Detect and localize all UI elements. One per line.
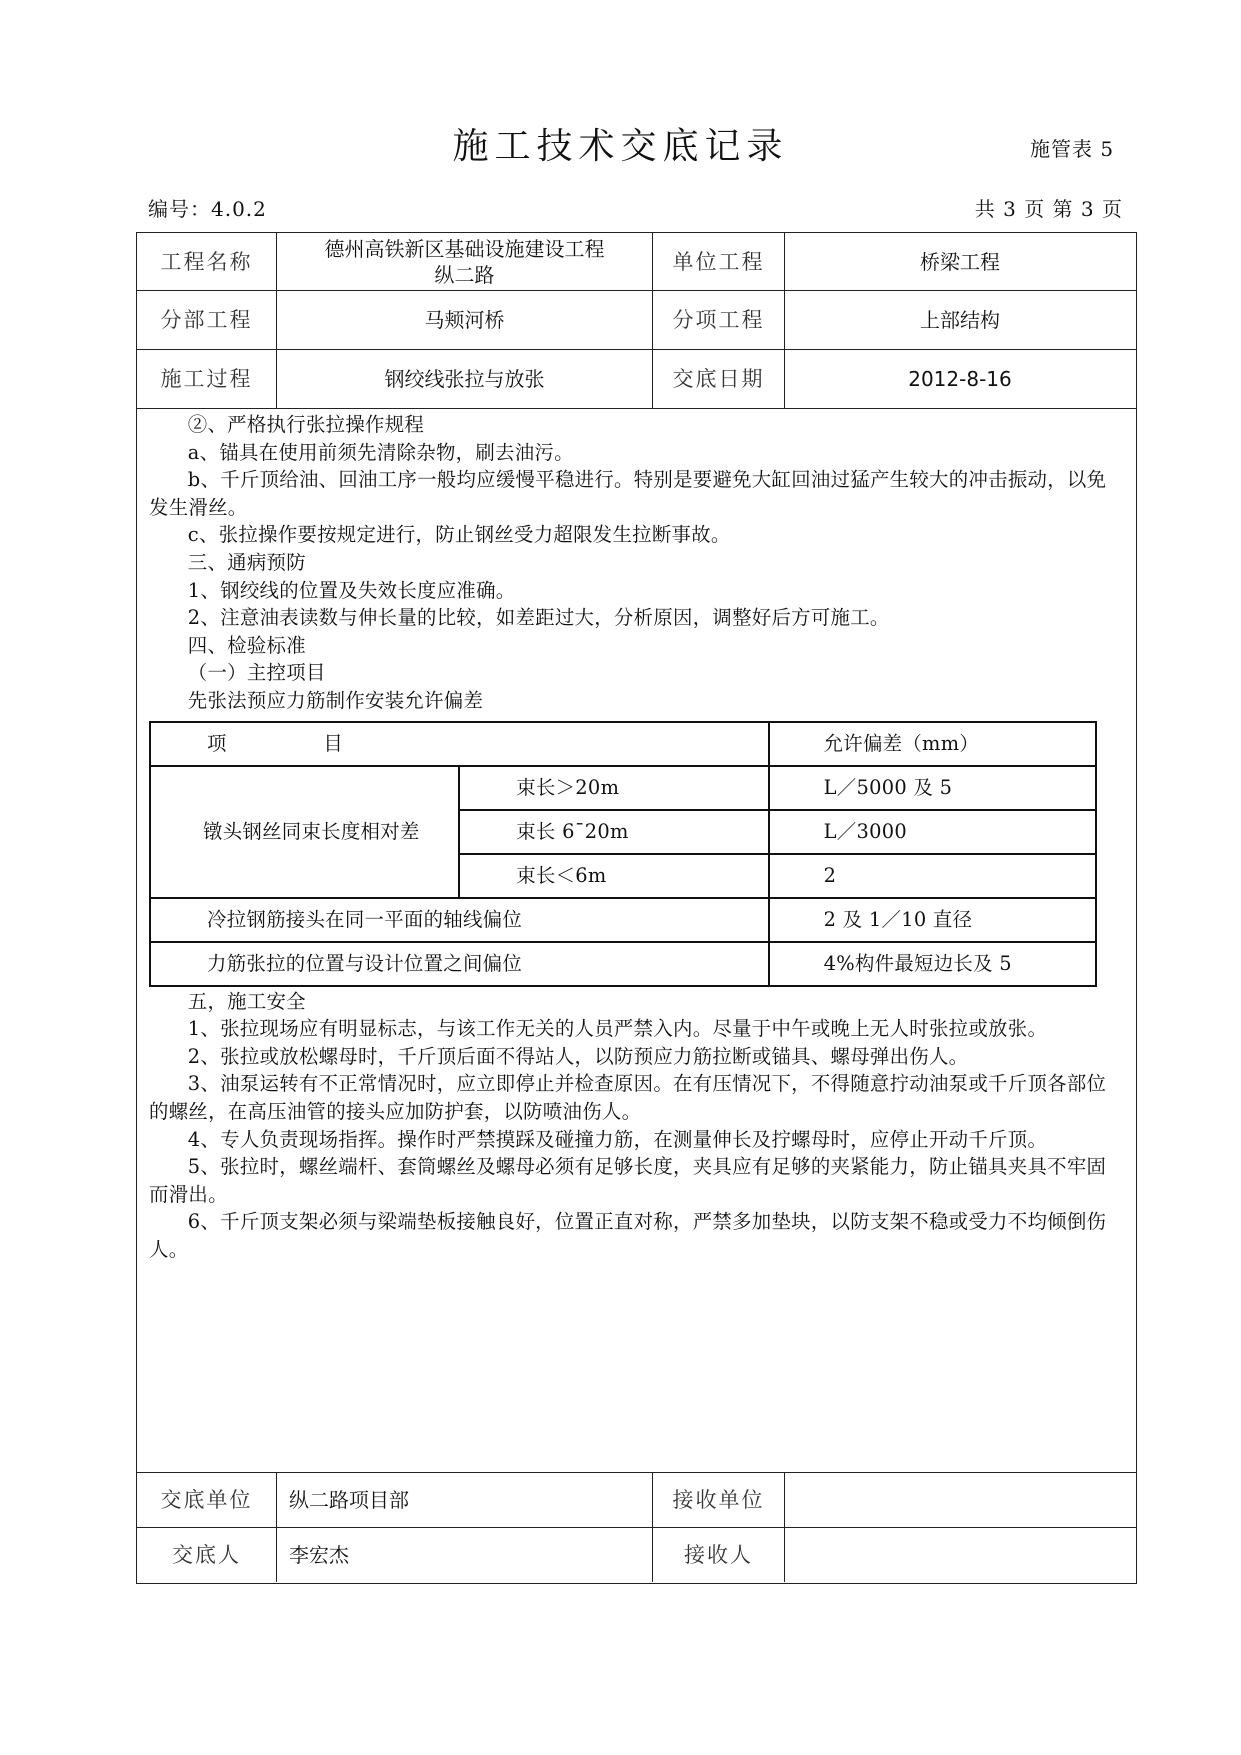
header-row-division [137,291,1136,350]
signature-row-units [137,1472,1136,1528]
project-name-line2: 纵二路 [434,262,495,287]
content-line: 2、注意油表读数与伸长量的比较，如差距过大，分析原因，调整好后方可施工。 [187,606,890,630]
table-header-row [150,722,1096,766]
process-label: 施工过程 [137,350,277,408]
table-cell-condition: 束长＜6m [459,854,768,898]
project-name-value [277,233,653,290]
table-cell-item: 力筋张拉的位置与设计位置之间偏位 [150,942,769,986]
unit-project-label: 单位工程 [653,233,785,290]
page-title: 施工技术交底记录 [452,126,789,167]
unit-project-value: 桥梁工程 [920,249,1000,274]
table-caption: 先张法预应力筋制作安装允许偏差 [187,688,484,712]
table-group-label: 镦头钢丝同束长度相对差 [150,766,459,898]
form-code: 施管表 5 [1030,137,1115,161]
table-header-tolerance: 允许偏差（mm） [769,722,1096,766]
table-header-item: 项 目 [150,722,769,766]
content-line: b、千斤顶给油、回油工序一般均应缓慢平稳进行。特别是要避免大缸回油过猛产生较大的冲击振动，以免发生滑丝。 [149,468,1107,519]
table-cell-tolerance: 2 及 1／10 直径 [769,898,1096,942]
content-line: a、锚具在使用前须先清除杂物，刷去油污。 [187,440,574,464]
content-line: 1、张拉现场应有明显标志，与该工作无关的人员严禁入内。尽量于中午或晚上无人时张拉或放张。 [187,1017,1048,1041]
subitem-label: 分项工程 [653,291,785,349]
project-name-label: 工程名称 [137,233,277,290]
table-cell-condition: 束长＞20m [459,766,768,810]
receiver-label: 接收人 [653,1528,785,1582]
date-value: 2012-8-16 [908,367,1012,391]
content-line: 6、千斤顶支架必须与梁端垫板接触良好，位置正直对称，严禁多加垫块，以防支架不稳或受力不均倾倒伤人。 [149,1210,1107,1261]
signature-row-persons [137,1528,1136,1582]
table-row [150,766,1096,810]
content-line: c、张拉操作要按规定进行，防止钢丝受力超限发生拉断事故。 [187,523,731,547]
table-cell-item: 冷拉钢筋接头在同一平面的轴线偏位 [150,898,769,942]
receiver-unit-label: 接收单位 [653,1473,785,1527]
header-row-project [137,233,1136,291]
receiver-value [785,1528,1135,1582]
table-row [150,898,1096,942]
table-cell-condition: 束长 6¯20m [459,810,768,854]
header-row-process [137,350,1136,409]
content-line: 4、专人负责现场指挥。操作时严禁摸踩及碰撞力筋，在测量伸长及拧螺母时，应停止开动千斤顶。 [187,1127,1048,1151]
table-cell-tolerance: 4%构件最短边长及 5 [769,942,1096,986]
content-line: 1、钢绞线的位置及失效长度应准确。 [187,578,516,602]
project-name-line1: 德州高铁新区基础设施建设工程 [324,236,605,261]
content-line: 3、油泵运转有不正常情况时，应立即停止并检查原因。在有压情况下，不得随意拧动油泵或千斤顶各部位的螺丝，在高压油管的接头应加防护套，以防喷油伤人。 [149,1072,1107,1123]
subitem-value: 上部结构 [920,308,1000,332]
issuer-value: 李宏杰 [277,1528,653,1582]
issuer-label: 交底人 [137,1528,277,1582]
subsection-heading: （一）主控项目 [187,661,326,685]
division-value: 马颊河桥 [277,291,653,349]
record-form [136,232,1137,1584]
issuer-unit-value: 纵二路项目部 [277,1473,653,1527]
issuer-unit-label: 交底单位 [137,1473,277,1527]
table-cell-tolerance: L／5000 及 5 [769,766,1096,810]
table-cell-tolerance: 2 [769,854,1096,898]
section-heading: 五，施工安全 [187,989,306,1013]
content-body [149,411,1125,1263]
section-heading: 三、通病预防 [187,550,306,574]
table-row [150,942,1096,986]
division-label: 分部工程 [137,291,277,349]
date-label: 交底日期 [653,350,785,408]
content-line: 5、张拉时，螺丝端杆、套筒螺丝及螺母必须有足够长度，夹具应有足够的夹紧能力，防止锚具夹具不牢固而滑出。 [149,1155,1107,1206]
tolerance-table [149,721,1097,987]
receiver-unit-value [785,1473,1135,1527]
process-value: 钢绞线张拉与放张 [277,350,653,408]
section-heading: 四、检验标准 [187,633,306,657]
page-count: 共 3 页 第 3 页 [974,197,1123,221]
content-line: ②、严格执行张拉操作规程 [187,413,425,436]
document-number: 编号：4.0.2 [148,197,267,221]
table-cell-tolerance: L／3000 [769,810,1096,854]
content-line: 2、张拉或放松螺母时，千斤顶后面不得站人，以防预应力筋拉断或锚具、螺母弹出伤人。 [187,1044,969,1068]
